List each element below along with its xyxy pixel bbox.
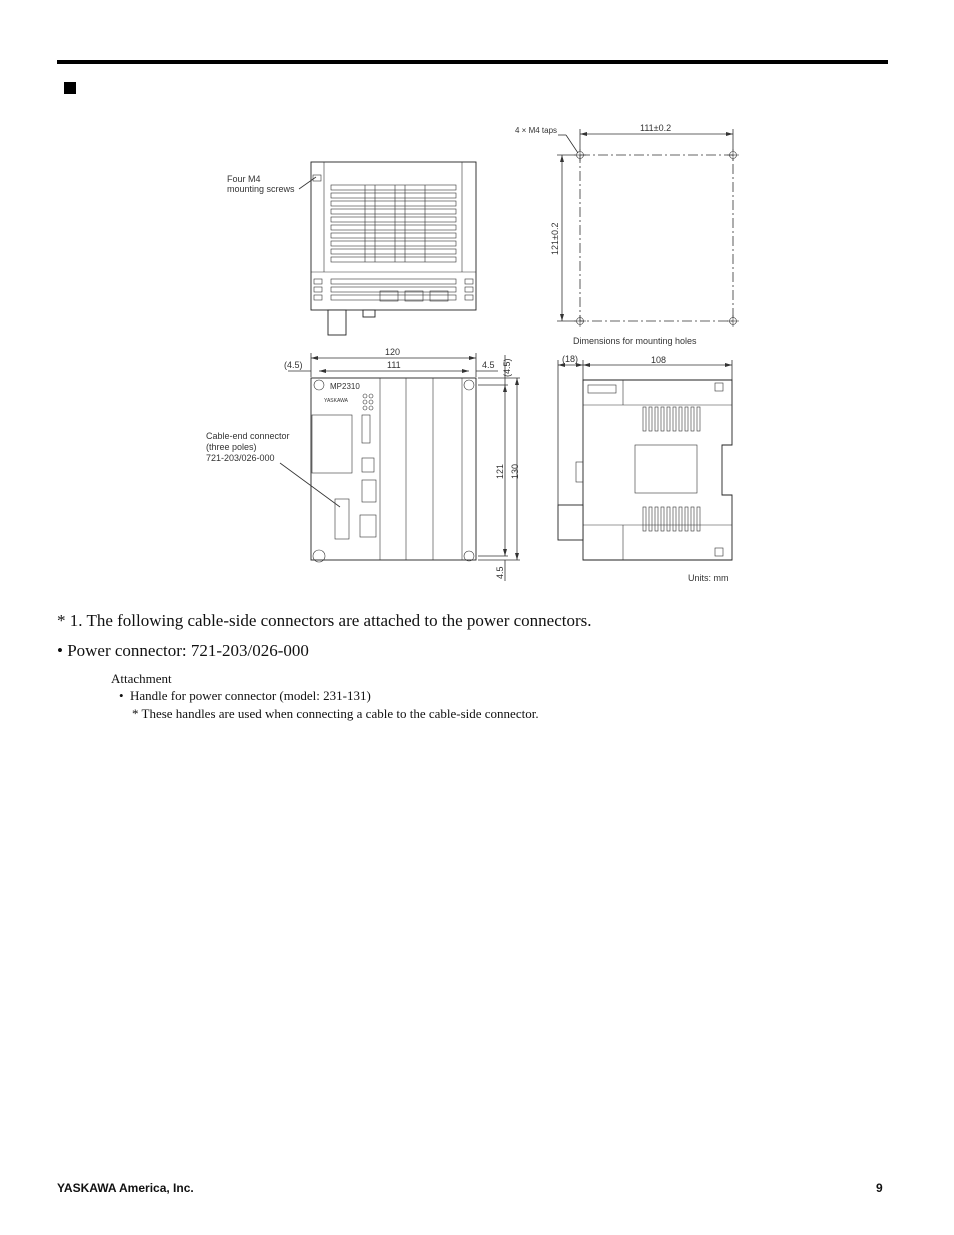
units-label: Units: mm: [688, 573, 729, 583]
brand-label: YASKAWA: [324, 398, 348, 404]
attachment-bullet: •: [119, 688, 124, 703]
footer-company: YASKAWA America, Inc.: [57, 1181, 194, 1195]
left-offset-label: (4.5): [284, 360, 303, 370]
top-view: [311, 162, 476, 335]
front-view: [311, 378, 476, 562]
depth-label: 108: [651, 355, 667, 365]
overall-height-label: 130: [510, 463, 520, 479]
attachment-title: Attachment: [111, 671, 172, 686]
footer-page-number: 9: [876, 1181, 883, 1195]
attachment-note: * These handles are used when connecting a cable to the cable-side connector.: [132, 706, 539, 721]
power-connector-line: • Power connector: 721-203/026-000: [57, 641, 309, 660]
hole-width-label: 111±0.2: [640, 123, 672, 133]
connector-label-1: Cable-end connector: [206, 431, 290, 441]
top-view-label-1: Four M4: [227, 174, 261, 184]
connector-label-2: (three poles): [206, 442, 257, 452]
model-label: MP2310: [330, 382, 360, 391]
holes-caption: Dimensions for mounting holes: [573, 336, 697, 346]
right-offset-label: 4.5: [482, 360, 495, 370]
side-view: [558, 380, 732, 560]
bottom-offset-label: 4.5: [495, 566, 505, 579]
attachment-item: [119, 688, 371, 704]
section-marker: [64, 82, 76, 94]
top-rule: [57, 60, 888, 64]
attachment-item-text: Handle for power connector (model: 231-131): [130, 688, 371, 703]
mounting-holes: [557, 129, 739, 327]
footnote: * 1. The following cable-side connectors are attached to the power connectors.: [57, 611, 592, 630]
dimension-drawing: [200, 115, 760, 590]
taps-label: 4 × M4 taps: [515, 126, 558, 135]
top-view-label-2: mounting screws: [227, 184, 295, 194]
inner-height-label: 121: [495, 463, 505, 479]
top-offset-label: (4.5): [502, 358, 512, 377]
connector-label-3: 721-203/026-000: [206, 453, 275, 463]
overall-width-label: 120: [385, 347, 401, 357]
inner-width-label: 111: [387, 360, 401, 370]
side-offset-label: (18): [562, 354, 579, 364]
hole-height-label: 121±0.2: [550, 222, 560, 255]
